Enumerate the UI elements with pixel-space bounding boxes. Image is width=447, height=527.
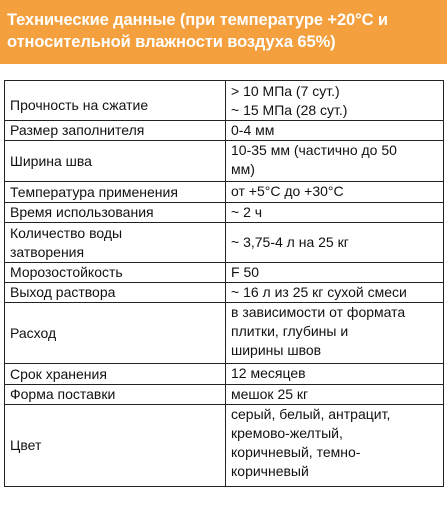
table-row: [5, 203, 444, 223]
label-line: затворения: [10, 243, 85, 260]
label-line: Температура применения: [10, 183, 178, 200]
header-title-line-1: Технические данные (при температуре +20°С и: [7, 11, 388, 29]
label-line: Размер заполнителя: [10, 122, 145, 138]
spec-value-pot-life: [226, 203, 444, 223]
table-row: [5, 364, 444, 385]
spec-label-joint-width: [5, 141, 226, 182]
label-line: Срок хранения: [10, 365, 107, 382]
value-line: коричневый: [231, 463, 309, 479]
label-line: Количество воды: [10, 224, 123, 241]
value-line: коричневый, темно-: [231, 444, 361, 460]
spec-label-pot-life: [5, 203, 226, 223]
table-row: [5, 121, 444, 141]
spec-value-frost-resistance: [226, 263, 444, 283]
spec-label-application-temperature: [5, 182, 226, 203]
spec-value-mortar-yield: [226, 283, 444, 303]
value-line: F 50: [231, 264, 260, 280]
header-title-line-2: относительной влажности воздуха 65%): [7, 33, 336, 51]
table-row: [5, 263, 444, 283]
table-row: [5, 223, 444, 263]
spec-label-frost-resistance: [5, 263, 226, 283]
label-line: Расход: [10, 324, 57, 341]
value-line: ~ 2 ч: [231, 204, 263, 220]
label-line: Ширина шва: [10, 152, 92, 169]
spec-value-packaging: [226, 385, 444, 405]
table-row: [5, 405, 444, 487]
value-line: 12 месяцев: [231, 365, 306, 381]
spec-label-shelf-life: [5, 364, 226, 385]
value-line: 0-4 мм: [231, 122, 275, 138]
value-line: ~ 16 л из 25 кг сухой смеси: [231, 284, 407, 300]
spec-label-consumption: [5, 303, 226, 364]
value-line: ~ 15 МПа (28 сут.): [231, 102, 348, 118]
value-line: от +5°С до +30°С: [231, 183, 344, 199]
spec-label-color: [5, 405, 226, 487]
label-line: Форма поставки: [10, 386, 116, 402]
spec-value-consumption: [226, 303, 444, 364]
table-row: [5, 81, 444, 121]
value-line: мм): [231, 161, 255, 177]
value-line: плитки, глубины и: [231, 323, 349, 339]
label-line: Прочность на сжатие: [10, 97, 149, 113]
table-row: [5, 141, 444, 182]
value-line: ширины швов: [231, 342, 322, 358]
spec-label-packaging: [5, 385, 226, 405]
spec-value-application-temperature: [226, 182, 444, 203]
spec-label-mortar-yield: [5, 283, 226, 303]
spec-label-aggregate-size: [5, 121, 226, 141]
table-row: [5, 303, 444, 364]
label-line: Выход раствора: [10, 284, 116, 300]
spec-table: [4, 80, 444, 487]
table-row: [5, 182, 444, 203]
value-line: > 10 МПа (7 сут.): [231, 83, 340, 99]
value-line: ~ 3,75-4 л на 25 кг: [231, 234, 349, 250]
spec-value-mixing-water: [226, 223, 444, 263]
value-line: серый, белый, антрацит,: [231, 406, 391, 422]
table-row: [5, 283, 444, 303]
label-line: Морозостойкость: [10, 264, 123, 280]
spec-value-aggregate-size: [226, 121, 444, 141]
value-line: 10-35 мм (частично до 50: [231, 142, 397, 158]
spec-header: [0, 0, 447, 64]
label-line: Цвет: [10, 437, 42, 453]
spec-label-mixing-water: [5, 223, 226, 263]
spec-value-compressive-strength: [226, 81, 444, 121]
spec-value-shelf-life: [226, 364, 444, 385]
value-line: мешок 25 кг: [231, 386, 309, 402]
spec-label-compressive-strength: [5, 81, 226, 121]
spec-value-joint-width: [226, 141, 444, 182]
value-line: в зависимости от формата: [231, 304, 406, 320]
table-row: [5, 385, 444, 405]
label-line: Время использования: [10, 204, 154, 220]
value-line: кремово-желтый,: [231, 425, 343, 441]
spec-value-color: [226, 405, 444, 487]
